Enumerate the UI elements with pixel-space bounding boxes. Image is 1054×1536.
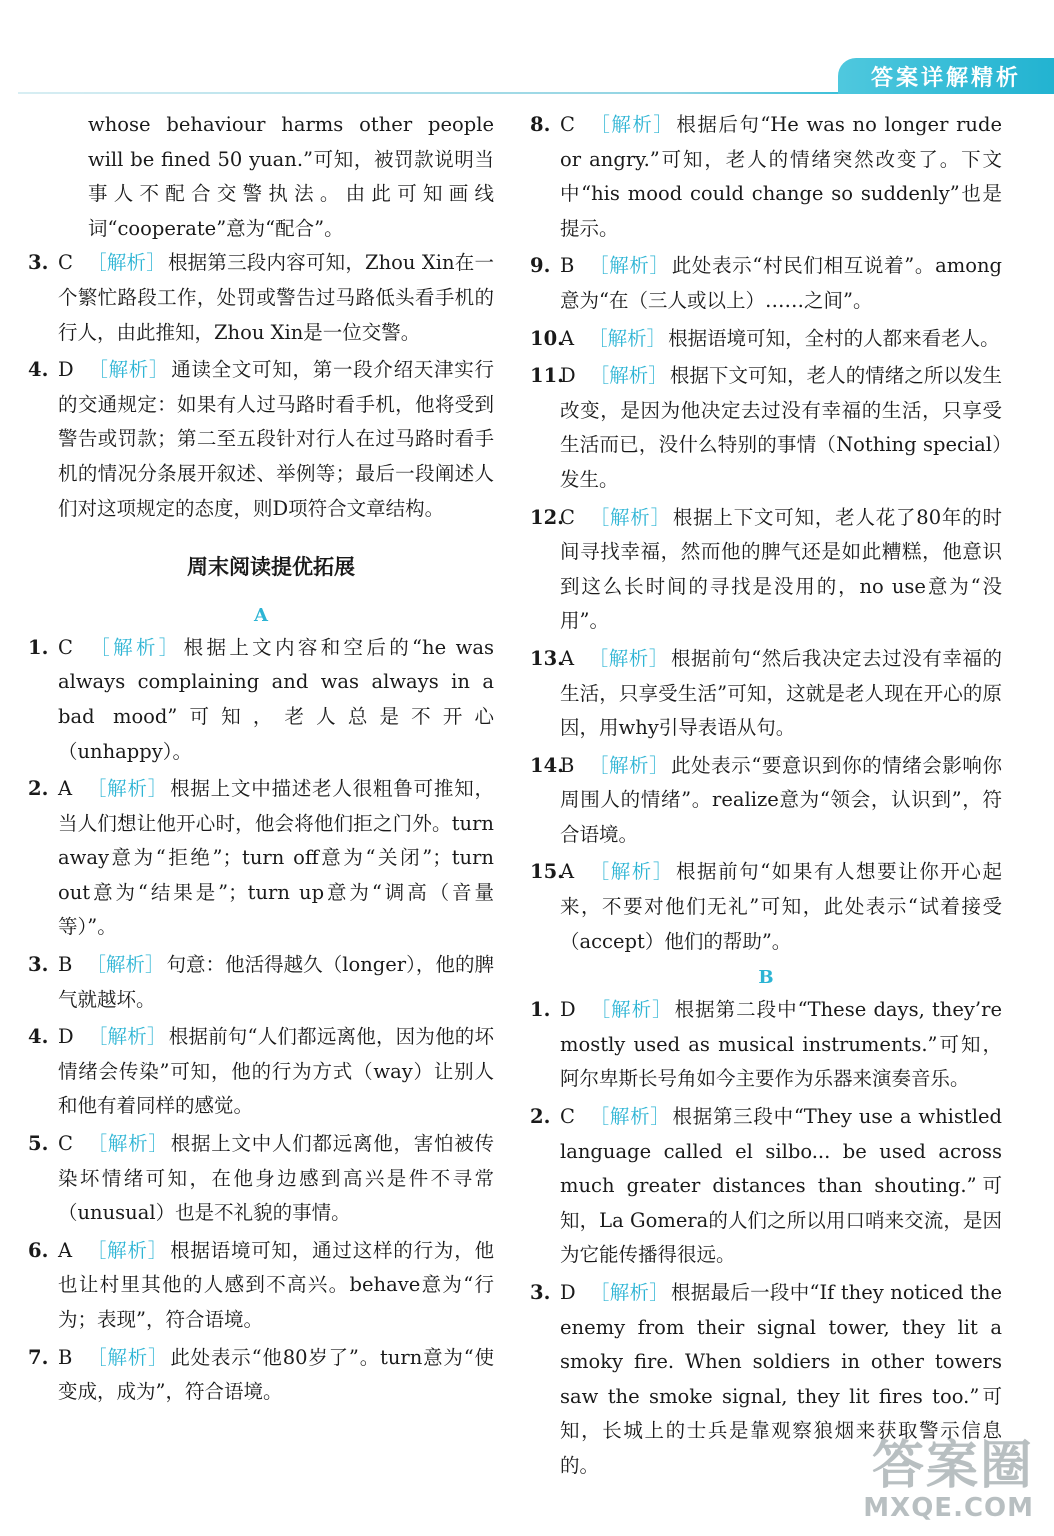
analysis-tag: ［解析］ bbox=[588, 646, 669, 670]
item-answer: D bbox=[560, 1281, 576, 1304]
item-number: 4. bbox=[28, 1025, 49, 1049]
item-answer: A bbox=[58, 1238, 73, 1262]
item-text: 根据第三段中“They use a whistled language called el silbo... be used across much greater distances than shouting.”可知，La Gomera的人们之所以用口哨来交流，是因为它能传播得很远。 bbox=[560, 1105, 1002, 1267]
intro-paragraph: whose behaviour harms other people will be fined 50 yuan.”可知，被罚款说明当事人不配合交警执法。由此可知画线词“cooperate”意为“配合”。 bbox=[88, 113, 494, 240]
item-answer: B bbox=[58, 1345, 73, 1369]
left-items bbox=[28, 246, 494, 526]
answer-item bbox=[28, 246, 494, 350]
analysis-tag: ［解析］ bbox=[87, 358, 170, 382]
item-text: 根据后句“He was no longer rude or angry.”可知，老人的情绪突然改变了。下文中“his mood could change so suddenly”也是提示。 bbox=[560, 113, 1002, 240]
item-number: 12. bbox=[530, 505, 564, 529]
item-answer: C bbox=[560, 1105, 575, 1129]
item-number: 3. bbox=[28, 953, 49, 977]
item-text: 此处表示“要意识到你的情绪会影响你周围人的情绪”。realize意为“领会，认识到”，符合语境。 bbox=[560, 753, 1002, 846]
item-answer: A bbox=[560, 326, 575, 350]
item-answer: D bbox=[560, 998, 576, 1022]
item-answer: C bbox=[560, 113, 575, 136]
analysis-tag: ［解析］ bbox=[86, 953, 165, 977]
part-b-items bbox=[530, 993, 1002, 1483]
answer-item bbox=[530, 108, 1002, 246]
answer-item bbox=[28, 948, 494, 1017]
item-text: 根据前句“如果有人想要让你开心起来，不要对他们无礼”可知，此处表示“试着接受（accept）他们的帮助”。 bbox=[560, 860, 1002, 953]
answer-item bbox=[28, 631, 494, 769]
item-number: 3. bbox=[530, 1281, 551, 1304]
analysis-tag: ［解析］ bbox=[86, 1345, 169, 1369]
analysis-tag: ［解析］ bbox=[86, 251, 166, 275]
item-answer: A bbox=[560, 860, 575, 884]
part-a-items-right bbox=[530, 108, 1002, 959]
item-number: 1. bbox=[28, 635, 49, 659]
answer-item bbox=[530, 993, 1002, 1097]
item-answer: A bbox=[560, 646, 575, 670]
analysis-tag: ［解析］ bbox=[588, 505, 671, 529]
item-text: 根据上文中人们都远离他，害怕被传染坏情绪可知，在他身边感到高兴是件不寻常（unusual）也是不礼貌的事情。 bbox=[58, 1132, 494, 1225]
watermark-domain: MXQE.COM bbox=[863, 1493, 1034, 1523]
analysis-tag: ［解析］ bbox=[589, 1281, 670, 1304]
item-answer: B bbox=[560, 753, 575, 777]
left-column bbox=[28, 108, 494, 1413]
item-answer: D bbox=[58, 1025, 74, 1049]
item-text: 根据第二段中“These days, they’re mostly used as musical instruments.”可知，阿尔卑斯长号角如今主要作为乐器来演奏音乐。 bbox=[560, 998, 1002, 1091]
analysis-tag: ［解析］ bbox=[86, 635, 182, 659]
answer-item bbox=[530, 322, 1002, 357]
item-answer: C bbox=[58, 251, 73, 275]
item-answer: C bbox=[58, 1132, 73, 1156]
item-number: 13. bbox=[530, 646, 564, 670]
item-number: 11. bbox=[530, 364, 564, 388]
item-text: 根据第三段内容可知，Zhou Xin在一个繁忙路段工作，处罚或警告过马路低头看手机的行人，由此推知，Zhou Xin是一位交警。 bbox=[58, 251, 494, 344]
item-text: 根据上下文可知，老人花了80年的时间寻找幸福，然而他的脾气还是如此糟糕，他意识到这么长时间的寻找是没用的，no use意为“没用”。 bbox=[560, 505, 1002, 633]
item-answer: C bbox=[58, 635, 73, 659]
watermark-logo-text: 答案圈 bbox=[871, 1436, 1034, 1496]
header-rule bbox=[18, 92, 838, 94]
analysis-tag: ［解析］ bbox=[589, 364, 668, 388]
item-number: 5. bbox=[28, 1132, 49, 1156]
item-number: 1. bbox=[530, 998, 551, 1022]
item-answer: B bbox=[560, 254, 575, 278]
item-answer: D bbox=[58, 358, 74, 382]
answer-item bbox=[530, 359, 1002, 497]
answer-item bbox=[530, 1100, 1002, 1273]
item-answer: C bbox=[560, 505, 575, 529]
analysis-tag: ［解析］ bbox=[86, 1238, 169, 1262]
answer-item bbox=[530, 249, 1002, 318]
item-text: 根据语境可知，通过这样的行为，他也让村里其他的人感到不高兴。behave意为“行为；表现”，符合语境。 bbox=[58, 1238, 494, 1331]
item-text: 此处表示“他80岁了”。turn意为“使变成，成为”，符合语境。 bbox=[58, 1345, 494, 1404]
item-text: 根据上文内容和空后的“he was always complaining and was always in a bad mood”可知，老人总是不开心（unhappy）。 bbox=[58, 635, 494, 763]
item-text: 根据前句“然后我决定去过没有幸福的生活，只享受生活”可知，这就是老人现在开心的原因，用why引导表语从句。 bbox=[560, 646, 1002, 740]
answer-item bbox=[28, 353, 494, 526]
item-number: 10. bbox=[530, 326, 564, 350]
analysis-tag: ［解析］ bbox=[588, 326, 667, 350]
item-text: 根据下文可知，老人的情绪之所以发生改变，是因为他决定去过没有幸福的生活，只享受生活而已，没什么特别的事情（Nothing special）发生。 bbox=[560, 364, 1002, 491]
analysis-tag: ［解析］ bbox=[588, 113, 675, 136]
item-answer: B bbox=[58, 953, 73, 977]
analysis-tag: ［解析］ bbox=[588, 254, 670, 278]
analysis-tag: ［解析］ bbox=[87, 1025, 167, 1049]
answer-item bbox=[28, 1341, 494, 1410]
answer-item bbox=[28, 1020, 494, 1124]
item-text: 通读全文可知，第一段介绍天津实行的交通规定：如果有人过马路时看手机，他将受到警告或罚款；第二至五段针对行人在过马路时看手机的情况分条展开叙述、举例等；最后一段阐述人们对这项规定的态度，则D项符合文章结构。 bbox=[58, 358, 494, 520]
part-a-items-left bbox=[28, 631, 494, 1410]
site-watermark bbox=[854, 1438, 1034, 1528]
item-number: 4. bbox=[28, 358, 49, 382]
analysis-tag: ［解析］ bbox=[588, 1105, 671, 1129]
item-text: 句意：他活得越久（longer），他的脾气就越坏。 bbox=[58, 953, 494, 1011]
item-number: 9. bbox=[530, 254, 551, 278]
answer-item bbox=[530, 749, 1002, 853]
item-text: 根据上文中描述老人很粗鲁可推知，当人们想让他开心时，他会将他们拒之门外。turn away意为“拒绝”；turn off意为“关闭”；turn out意为“结果是”；turn up意为“调高（音量等）”。 bbox=[58, 777, 494, 939]
answer-item bbox=[530, 501, 1002, 639]
header-tab: 答案详解精析 bbox=[838, 58, 1054, 94]
item-number: 7. bbox=[28, 1345, 49, 1369]
item-number: 3. bbox=[28, 251, 49, 275]
answer-item bbox=[28, 1127, 494, 1231]
item-number: 14. bbox=[530, 753, 564, 777]
analysis-tag: ［解析］ bbox=[588, 860, 674, 884]
analysis-tag: ［解析］ bbox=[86, 777, 169, 801]
answer-item bbox=[530, 642, 1002, 746]
answer-item bbox=[530, 855, 1002, 959]
item-text: 根据前句“人们都远离他，因为他的坏情绪会传染”可知，他的行为方式（way）让别人和他有着同样的感觉。 bbox=[58, 1025, 494, 1118]
item-number: 8. bbox=[530, 113, 551, 136]
answer-item bbox=[28, 772, 494, 945]
part-b-label: B bbox=[758, 967, 774, 989]
item-text: 此处表示“村民们相互说着”。among意为“在（三人或以上）……之间”。 bbox=[560, 254, 1002, 312]
item-answer: A bbox=[58, 777, 73, 801]
item-text: 根据最后一段中“If they noticed the enemy from their signal tower, they lit a smoky fire. When soldiers in other towers saw the smoke signal, they lit fires too.”可知，长城上的士兵是靠观察狼烟来获取警示信息的。 bbox=[560, 1281, 1002, 1477]
item-number: 15. bbox=[530, 860, 564, 884]
item-number: 2. bbox=[28, 777, 49, 801]
item-answer: D bbox=[560, 364, 576, 388]
analysis-tag: ［解析］ bbox=[86, 1132, 169, 1156]
answer-item bbox=[28, 1234, 494, 1338]
right-column bbox=[530, 108, 1002, 1487]
part-a-label: A bbox=[254, 604, 268, 626]
analysis-tag: ［解析］ bbox=[589, 998, 673, 1022]
section-title: 周末阅读提优拓展 bbox=[187, 555, 355, 580]
item-number: 6. bbox=[28, 1238, 49, 1262]
page-header bbox=[0, 0, 1054, 100]
item-text: 根据语境可知，全村的人都来看老人。 bbox=[668, 326, 1000, 350]
item-number: 2. bbox=[530, 1105, 551, 1129]
analysis-tag: ［解析］ bbox=[588, 753, 670, 777]
